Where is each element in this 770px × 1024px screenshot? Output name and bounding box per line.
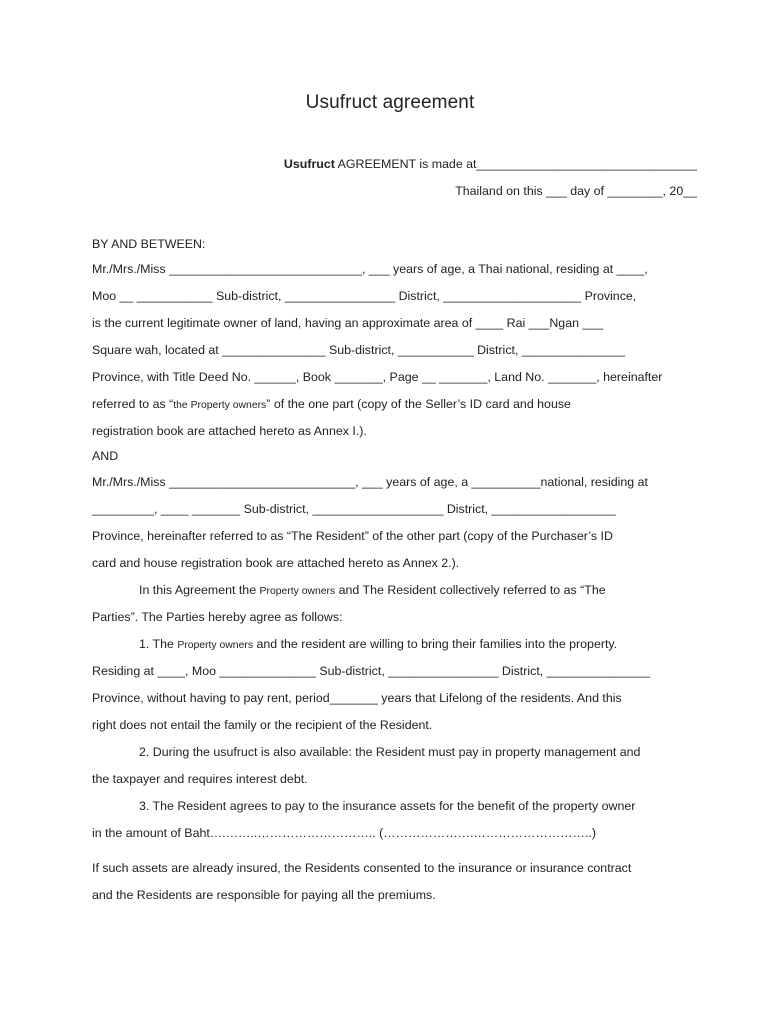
intro-line-1-post: and The Resident collectively referred to as “The [335, 583, 606, 597]
clause1-line-1-pre: 1. The [139, 637, 178, 651]
closing-line-2: and the Residents are responsible for paying all the premiums. [92, 888, 436, 902]
agreement-date-line: Thailand on this ___ day of ________, 20__ [455, 184, 697, 198]
clause3-line-1: 3. The Resident agrees to pay to the insurance assets for the benefit of the property owner [139, 799, 636, 813]
between-heading: BY AND BETWEEN: [92, 237, 206, 251]
clause1-line-1-post: and the resident are willing to bring their families into the property. [253, 637, 618, 651]
clause3-line-2: in the amount of Baht….……..……………………….. (………………….………………………..) [92, 826, 596, 840]
page-title: Usufruct agreement [305, 92, 475, 113]
party1-line-1: Mr./Mrs./Miss ____________________________, ___ years of age, a Thai national, residing at ____, [92, 262, 648, 276]
party1-line-5: Province, with Title Deed No. ______, Book _______, Page __ _______, Land No. _______, hereinafter [92, 370, 663, 384]
party1-line-6-pre: referred to as “ [92, 397, 174, 411]
party2-line-1: Mr./Mrs./Miss ___________________________, ___ years of age, a __________national, residing at [92, 475, 648, 489]
property-owners-term: the Property owners [173, 400, 267, 411]
clause1-line-3: Province, without having to pay rent, period_______ years that Lifelong of the residents. And this [92, 691, 622, 705]
party2-line-4: card and house registration book are attached hereto as Annex 2.). [92, 556, 460, 570]
party2-line-2: _________, ____ _______ Sub-district, ___________________ District, __________________ [92, 502, 616, 516]
intro-line-2: Parties”. The Parties hereby agree as follows: [92, 610, 343, 624]
party1-line-2: Moo __ ___________ Sub-district, ________________ District, ____________________ Province, [92, 289, 637, 303]
property-owners-term: Property owners [177, 640, 254, 651]
intro-line-1-pre: In this Agreement the [139, 583, 260, 597]
agreement-lead-bold: Usufruct [283, 157, 335, 171]
clause1-line-2: Residing at ____, Moo ______________ Sub-district, ________________ District, _______________ [92, 664, 651, 678]
property-owners-term: Property owners [259, 586, 336, 597]
closing-line-1: If such assets are already insured, the Residents consented to the insurance or insurance contract [92, 861, 632, 875]
clause1-line-1 [139, 636, 617, 654]
intro-line-1 [139, 582, 606, 600]
party1-line-4: Square wah, located at _______________ Sub-district, ___________ District, _______________ [92, 343, 626, 357]
party1-line-3: is the current legitimate owner of land, having an approximate area of ____ Rai ___Ngan ___ [92, 316, 604, 330]
clause2-line-1: 2. During the usufruct is also available: the Resident must pay in property management and [139, 745, 641, 759]
agreement-lead-line [284, 156, 697, 172]
clause1-line-4: right does not entail the family or the recipient of the Resident. [92, 718, 433, 732]
party2-line-3: Province, hereinafter referred to as “The Resident” of the other part (copy of the Purchaser’s ID [92, 529, 613, 543]
party1-line-6-post: ” of the one part (copy of the Seller’s ID card and house [266, 397, 571, 411]
party1-line-6 [92, 396, 571, 414]
agreement-lead-rest: AGREEMENT is made at________________________________ [334, 157, 697, 171]
clause2-line-2: the taxpayer and requires interest debt. [92, 772, 308, 786]
and-heading: AND [92, 449, 119, 463]
party1-line-7: registration book are attached hereto as Annex I.). [92, 424, 367, 438]
